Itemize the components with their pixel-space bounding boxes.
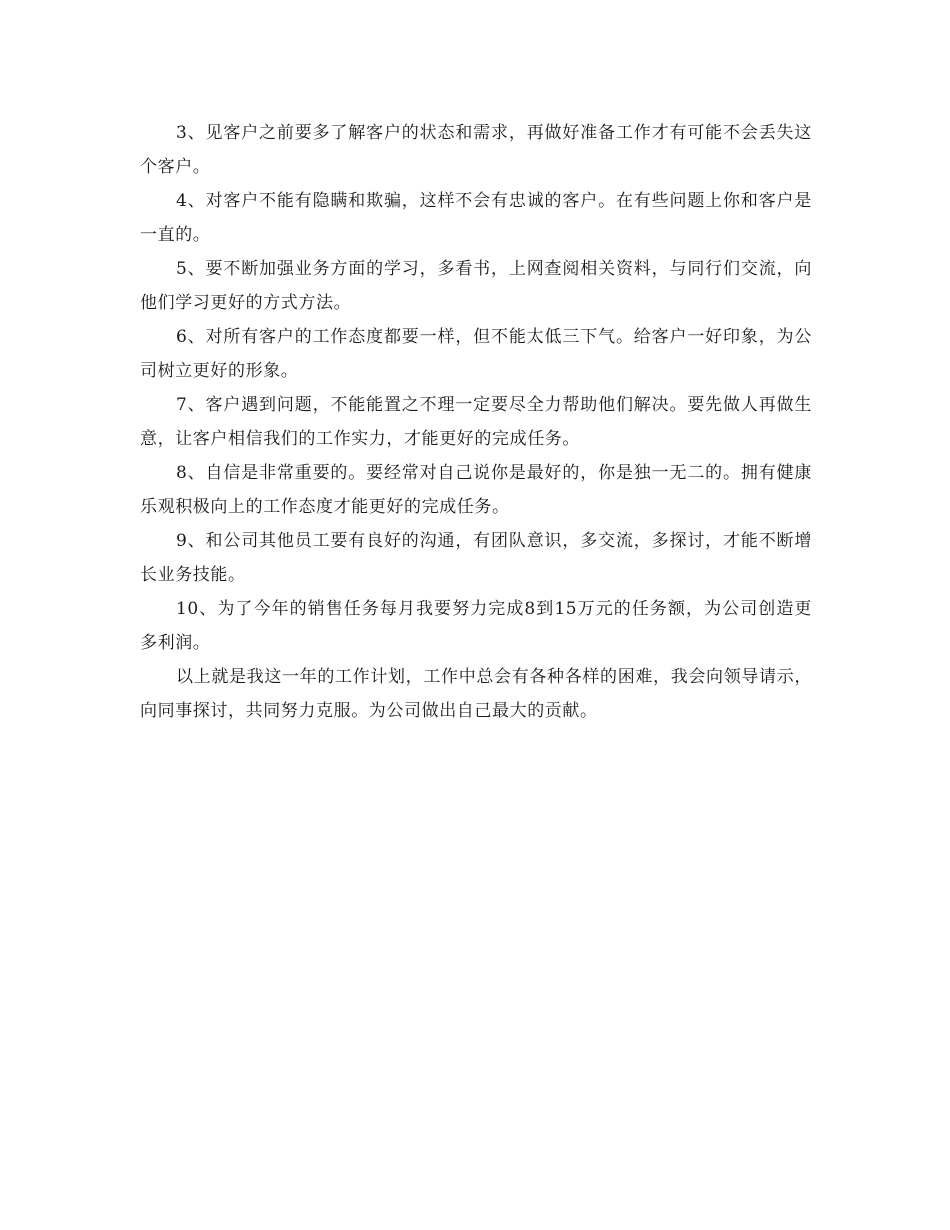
paragraph-item-10: 10、为了今年的销售任务每月我要努力完成8到15万元的任务额，为公司创造更多利润。 xyxy=(140,599,812,653)
paragraph-item-9: 9、和公司其他员工要有良好的沟通，有团队意识，多交流，多探讨，才能不断增长业务技能。 xyxy=(140,531,812,585)
paragraph-item-3: 3、见客户之前要多了解客户的状态和需求，再做好准备工作才有可能不会丢失这个客户。 xyxy=(140,123,812,177)
paragraph-conclusion: 以上就是我这一年的工作计划，工作中总会有各种各样的困难，我会向领导请示，向同事探讨，共同努力克服。为公司做出自己最大的贡献。 xyxy=(140,667,812,721)
paragraph-item-4: 4、对客户不能有隐瞒和欺骗，这样不会有忠诚的客户。在有些问题上你和客户是一直的。 xyxy=(140,191,812,245)
paragraph-item-5: 5、要不断加强业务方面的学习，多看书，上网查阅相关资料，与同行们交流，向他们学习更好的方式方法。 xyxy=(140,259,812,313)
paragraph-item-8: 8、自信是非常重要的。要经常对自己说你是最好的，你是独一无二的。拥有健康乐观积极向上的工作态度才能更好的完成任务。 xyxy=(140,463,812,517)
document-body xyxy=(140,116,812,728)
paragraph-item-6: 6、对所有客户的工作态度都要一样，但不能太低三下气。给客户一好印象，为公司树立更好的形象。 xyxy=(140,327,812,381)
paragraph-item-7: 7、客户遇到问题，不能能置之不理一定要尽全力帮助他们解决。要先做人再做生意，让客户相信我们的工作实力，才能更好的完成任务。 xyxy=(140,395,812,449)
